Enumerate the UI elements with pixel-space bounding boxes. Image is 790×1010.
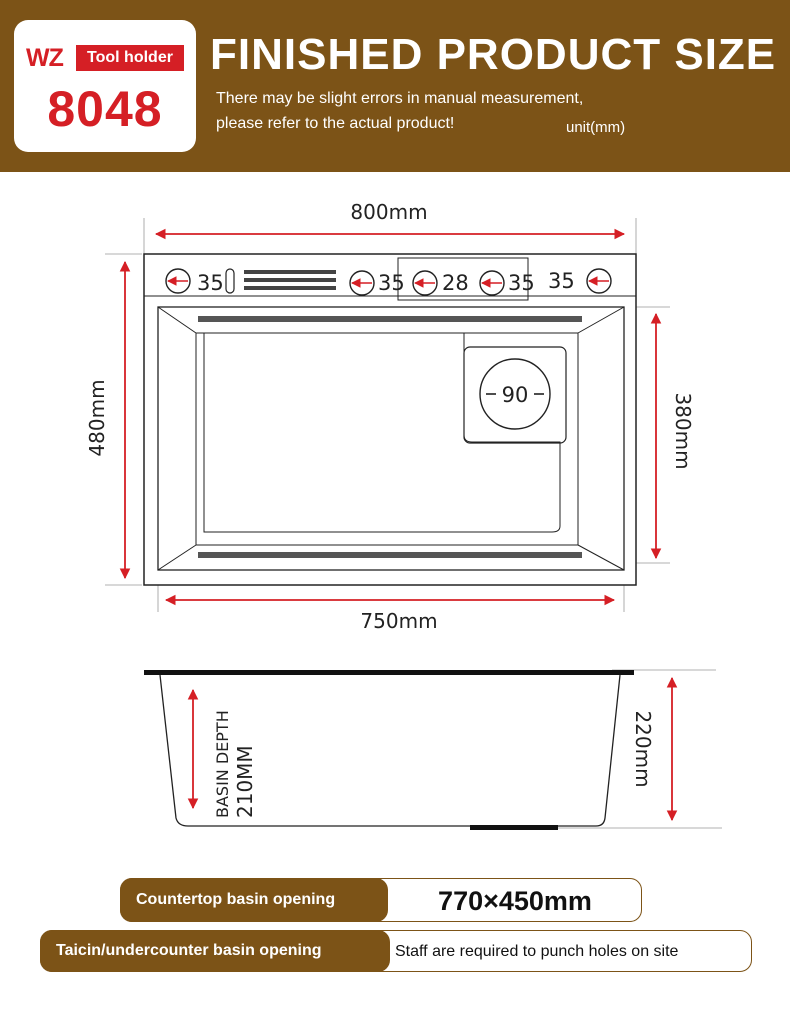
header-banner xyxy=(0,0,790,172)
brand-logo: WZ xyxy=(26,44,63,72)
basin-depth-value: 210MM xyxy=(233,745,257,818)
hole-label-1: 35 xyxy=(197,271,224,295)
countertop-spec-row xyxy=(120,878,642,922)
hole-label-2: 35 xyxy=(378,271,405,295)
undercounter-spec-label: Taicin/undercounter basin opening xyxy=(40,930,390,972)
overall-depth-label: 480mm xyxy=(85,379,109,457)
undercounter-spec-row xyxy=(40,930,752,972)
disclaimer-line-2: please refer to the actual product! xyxy=(216,115,455,132)
countertop-spec-label: Countertop basin opening xyxy=(120,878,388,922)
basin-depth-label: 380mm xyxy=(671,392,695,470)
overall-width-label: 800mm xyxy=(350,200,428,224)
model-number: 8048 xyxy=(47,81,163,137)
basin-width-label: 750mm xyxy=(360,609,438,633)
countertop-spec-value: 770×450mm xyxy=(438,886,592,916)
basin-depth-caption: BASIN DEPTH xyxy=(213,710,232,818)
drain-outlet xyxy=(470,825,558,830)
side-view xyxy=(144,670,722,830)
page-title: FINISHED PRODUCT SIZE xyxy=(210,30,777,79)
top-view xyxy=(85,200,695,633)
total-height-label: 220mm xyxy=(631,710,655,788)
waste-hole-label: 90 xyxy=(501,383,529,407)
unit-label: unit(mm) xyxy=(566,119,626,136)
tool-holder-tag: Tool holder xyxy=(76,45,184,71)
hole-label-5: 35 xyxy=(548,269,575,293)
undercounter-spec-value: Staff are required to punch holes on site xyxy=(395,943,679,960)
countertop-flange xyxy=(144,670,634,675)
dimension-drawing xyxy=(0,172,790,862)
hole-label-3: 28 xyxy=(442,271,469,295)
hole-label-4: 35 xyxy=(508,271,535,295)
disclaimer-line-1: There may be slight errors in manual measurement, xyxy=(216,90,584,107)
